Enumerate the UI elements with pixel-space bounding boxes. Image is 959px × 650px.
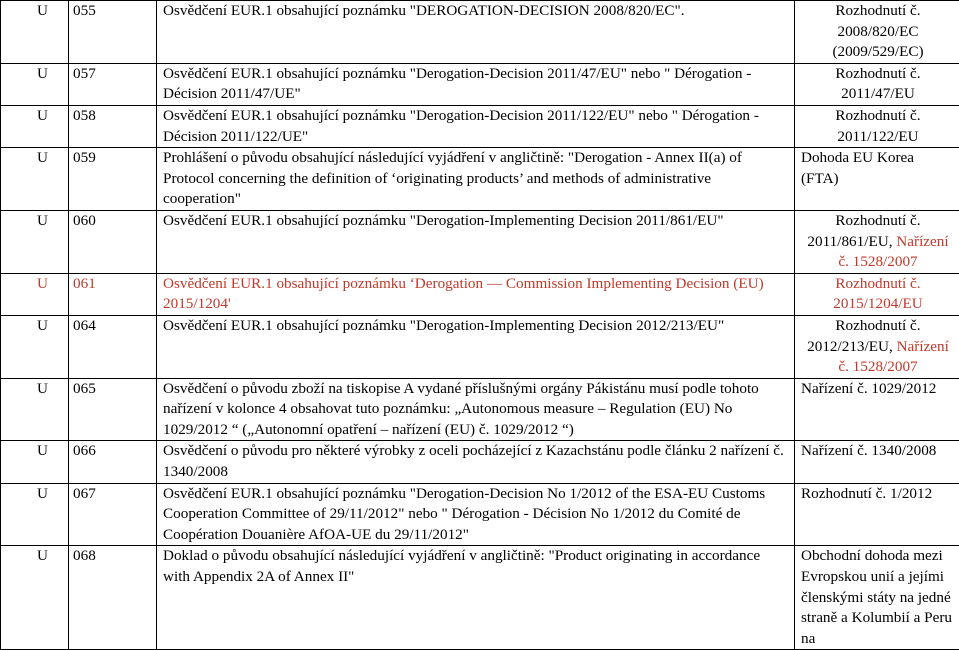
reference-cell [795,105,959,147]
reference-link[interactable]: Nařízení č. 1528/2007 [838,338,949,376]
reference-cell [795,483,959,546]
reference-cell[interactable]: Rozhodnutí č. 2015/1204/EU [795,273,959,315]
number-cell: 059 [69,148,157,211]
reference-text: Rozhodnutí č. 2011/861/EU, [807,212,920,250]
reference-link[interactable]: Nařízení č. 1528/2007 [838,233,948,271]
number-cell: 060 [69,210,157,273]
number-cell: 061 [69,273,157,315]
reference-line: Dohoda EU Korea [801,148,955,169]
reference-cell [795,210,959,273]
reference-line: (2009/529/EC) [801,42,955,63]
table-row [1,273,959,315]
reference-line: Nařízení č. 1029/2012 [801,379,955,400]
number-cell: 068 [69,546,157,650]
code-cell: U [1,105,69,147]
table-row [1,315,959,378]
table-row [1,148,959,211]
number-cell: 064 [69,315,157,378]
reference-text: Rozhodnutí č. 2012/213/EU, [807,317,920,355]
code-cell: U [1,1,69,64]
description-cell: Osvědčení EUR.1 obsahující poznámku "Derogation-Decision 2011/122/EU" nebo " Dérogation - Décision 2011/122/UE" [157,105,795,147]
description-cell: Osvědčení EUR.1 obsahující poznámku "DEROGATION-DECISION 2008/820/EC". [157,1,795,64]
reference-line: Nařízení č. 1340/2008 [801,441,955,462]
reference-line: Rozhodnutí č. [801,64,955,85]
table-row [1,378,959,441]
number-cell: 055 [69,1,157,64]
number-cell: 065 [69,378,157,441]
number-cell: 058 [69,105,157,147]
reference-line: Rozhodnutí č. [801,106,955,127]
table-row [1,441,959,483]
reference-cell [795,315,959,378]
reference-cell [795,378,959,441]
number-cell: 066 [69,441,157,483]
code-cell: U [1,210,69,273]
table-row [1,1,959,64]
description-cell: Doklad o původu obsahující následující vyjádření v angličtině: "Product originating in accordance with Appendix 2A of Annex II" [157,546,795,650]
table-row [1,63,959,105]
description-cell: Prohlášení o původu obsahující následující vyjádření v angličtině: "Derogation - Annex II(a) of Protocol concerning the definition of ‘originating products’ and methods of administrative cooperation" [157,148,795,211]
code-cell: U [1,378,69,441]
reference-line: Rozhodnutí č. 1/2012 [801,484,955,505]
number-cell: 067 [69,483,157,546]
reference-cell [795,441,959,483]
reference-line: 2011/122/EU [801,127,955,148]
number-cell: 057 [69,63,157,105]
description-cell: Osvědčení o původu pro některé výrobky z oceli pocházející z Kazachstánu podle článku 2 nařízení č. 1340/2008 [157,441,795,483]
reference-line: Rozhodnutí č. [801,1,955,22]
table-row [1,210,959,273]
description-cell: Osvědčení EUR.1 obsahující poznámku "Derogation-Implementing Decision 2011/861/EU" [157,210,795,273]
reference-line: 2008/820/EC [801,22,955,43]
table-row [1,546,959,650]
reference-cell [795,148,959,211]
code-cell: U [1,483,69,546]
table-row [1,105,959,147]
code-cell: U [1,148,69,211]
reference-cell [795,1,959,64]
reference-line: 2011/47/EU [801,84,955,105]
table-row [1,483,959,546]
description-cell: Osvědčení EUR.1 obsahující poznámku "Derogation-Decision No 1/2012 of the ESA-EU Customs Cooperation Committee of 29/11/2012" nebo " Dérogation - Décision No 1/2012 du Comité de Coopération Douanière AfOA-UE du 29/11/2012" [157,483,795,546]
reference-cell: Obchodní dohoda mezi Evropskou unií a jejími členskými státy na jedné straně a Kolumbií a Peru na [795,546,959,650]
reference-cell [795,63,959,105]
description-cell: Osvědčení EUR.1 obsahující poznámku "Derogation-Implementing Decision 2012/213/EU" [157,315,795,378]
reference-line: (FTA) [801,169,955,190]
description-cell: Osvědčení EUR.1 obsahující poznámku "Derogation-Decision 2011/47/EU" nebo " Dérogation - Décision 2011/47/UE" [157,63,795,105]
description-cell: Osvědčení o původu zboží na tiskopise A vydané příslušnými orgány Pákistánu musí podle tohoto nařízení v kolonce 4 obsahovat tuto poznámku: „Autonomous measure – Regulation (EU) No 1029/2012 “ („Autonomní opatření – nařízení (EU) č. 1029/2012 “) [157,378,795,441]
code-cell: U [1,546,69,650]
code-cell: U [1,315,69,378]
code-cell: U [1,63,69,105]
code-cell: U [1,273,69,315]
code-cell: U [1,441,69,483]
description-cell: Osvědčení EUR.1 obsahující poznámku ‘Derogation — Commission Implementing Decision (EU) 2015/1204' [157,273,795,315]
